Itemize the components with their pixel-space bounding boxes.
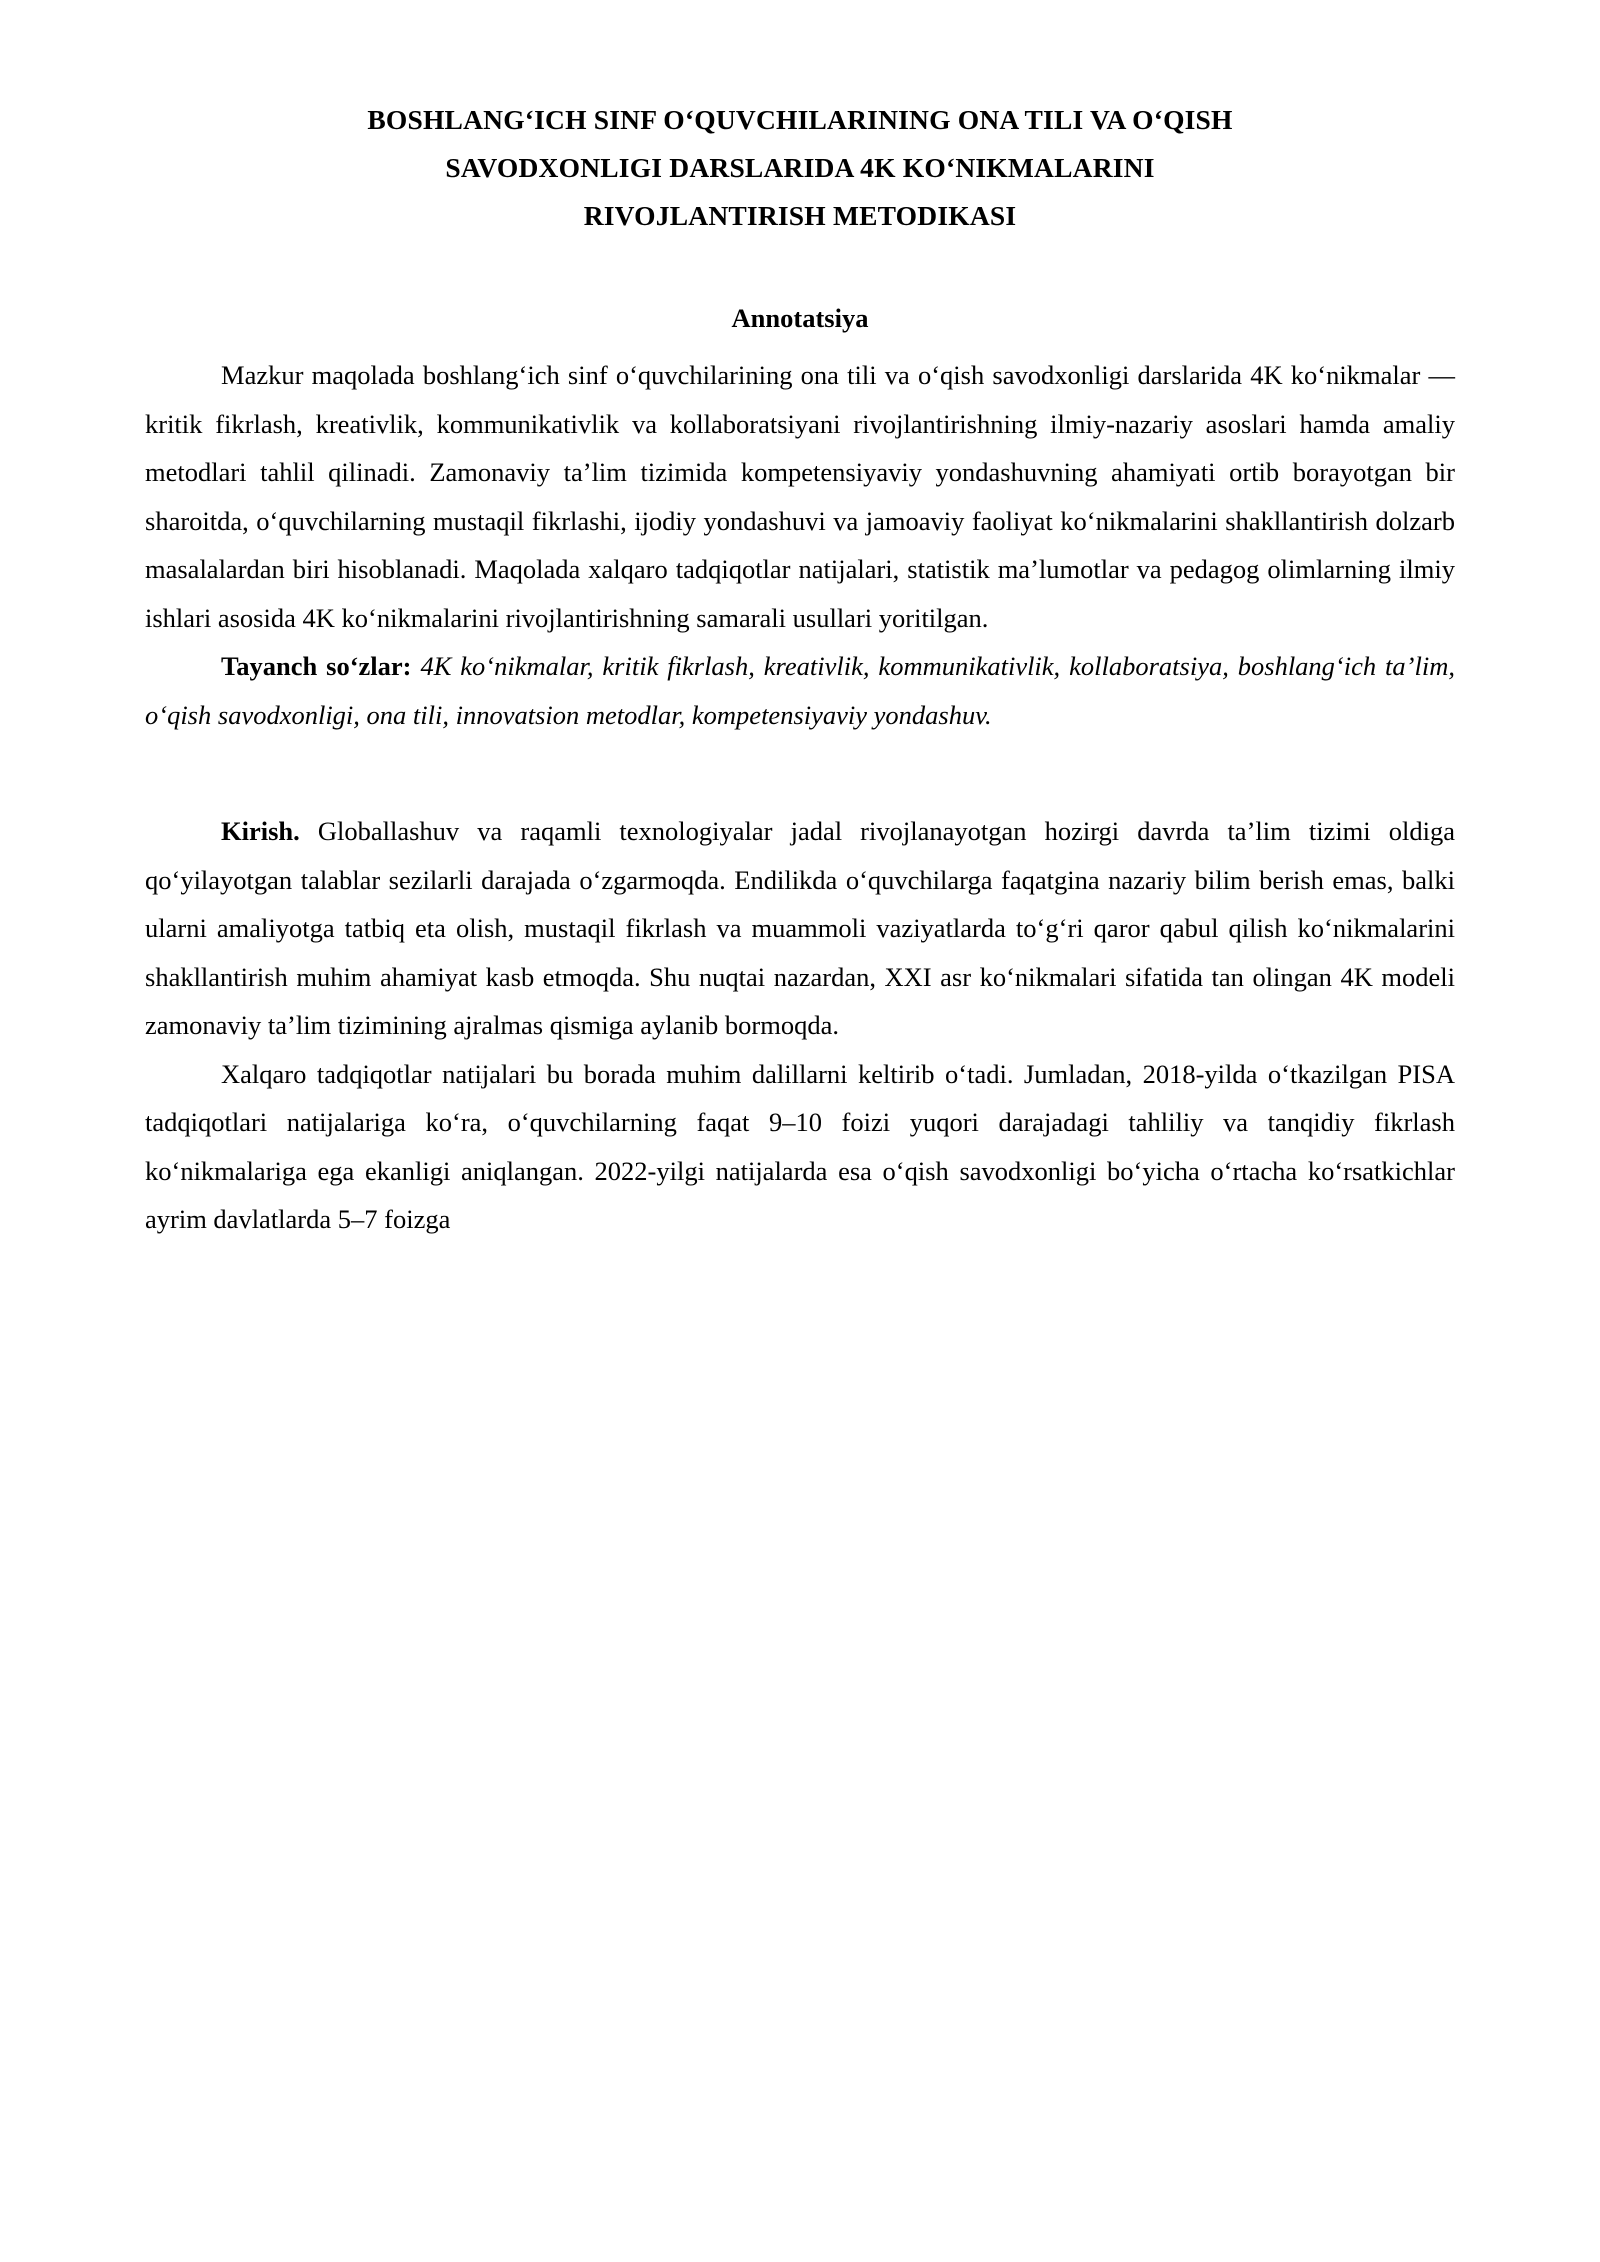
introduction-label: Kirish. [221,816,318,846]
introduction-paragraph-2: Xalqaro tadqiqotlar natijalari bu borada muhim dalillarni keltirib o‘tadi. Jumladan, 2018-yilda o‘tkazilgan PISA tadqiqotlari natijalariga ko‘ra, o‘quvchilarning faqat 9–10 foizi yuqori darajadagi tahliliy va tanqidiy fikrlash ko‘nikmalariga ega ekanligi aniqlangan. 2022-yilgi natijalarda esa o‘qish savodxonligi bo‘yicha o‘rtacha ko‘rsatkichlar ayrim davlatlarda 5–7 foizga [145,1058,1455,1234]
keywords-label: Tayanch so‘zlar: [221,651,421,681]
keywords-list: 4K ko‘nikmalar, kritik fikrlash, kreativlik, kommunikativlik, kollaboratsiya, boshlang‘ich ta’lim, o‘qish savodxonligi, ona tili, innovatsion metodlar, kompetensiyaviy yondashuv. [145,651,1455,730]
abstract-paragraph: Mazkur maqolada boshlang‘ich sinf o‘quvchilarining ona tili va o‘qish savodxonligi darslarida 4K ko‘nikmalar — kritik fikrlash, kreativlik, kommunikativlik va kollaboratsiyani rivojlantirishning ilmiy-nazariy asoslari hamda amaliy metodlari tahlil qilinadi. Zamonaviy ta’lim tizimida kompetensiyaviy yondashuvning ahamiyati ortib borayotgan bir sharoitda, o‘quvchilarning mustaqil fikrlashi, ijodiy yondashuvi va jamoaviy faoliyat ko‘nikmalarini shakllantirish dolzarb masalalardan biri hisoblanadi. Maqolada xalqaro tadqiqotlar natijalari, statistik ma’lumotlar va pedagog olimlarning ilmiy ishlari asosida 4K ko‘nikmalarini rivojlantirishning samarali usullari yoritilgan. [145,360,1455,633]
title-line-1: BOSHLANG‘ICH SINF O‘QUVCHILARINING ONA TILI VA O‘QISH [367,104,1233,135]
title-line-3: RIVOJLANTIRISH METODIKASI [583,200,1017,231]
keywords-paragraph [145,642,1455,739]
introduction-paragraph-1 [145,807,1455,1050]
article-title [145,0,1455,240]
title-line-2: SAVODXONLIGI DARSLARIDA 4K KO‘NIKMALARINI [445,152,1155,183]
introduction-text-1: Globallashuv va raqamli texnologiyalar jadal rivojlanayotgan hozirgi davrda ta’lim tizimi oldiga qo‘yilayotgan talablar sezilarli darajada o‘zgarmoqda. Endilikda o‘quvchilarga faqatgina nazariy bilim berish emas, balki ularni amaliyotga tatbiq eta olish, mustaqil fikrlash va muammoli vaziyatlarda to‘g‘ri qaror qabul qilish ko‘nikmalarini shakllantirish muhim ahamiyat kasb etmoqda. Shu nuqtai nazardan, XXI asr ko‘nikmalari sifatida tan olingan 4K modeli zamonaviy ta’lim tizimining ajralmas qismiga aylanib bormoqda. [145,816,1455,1040]
abstract-heading: Annotatsiya [731,303,869,333]
